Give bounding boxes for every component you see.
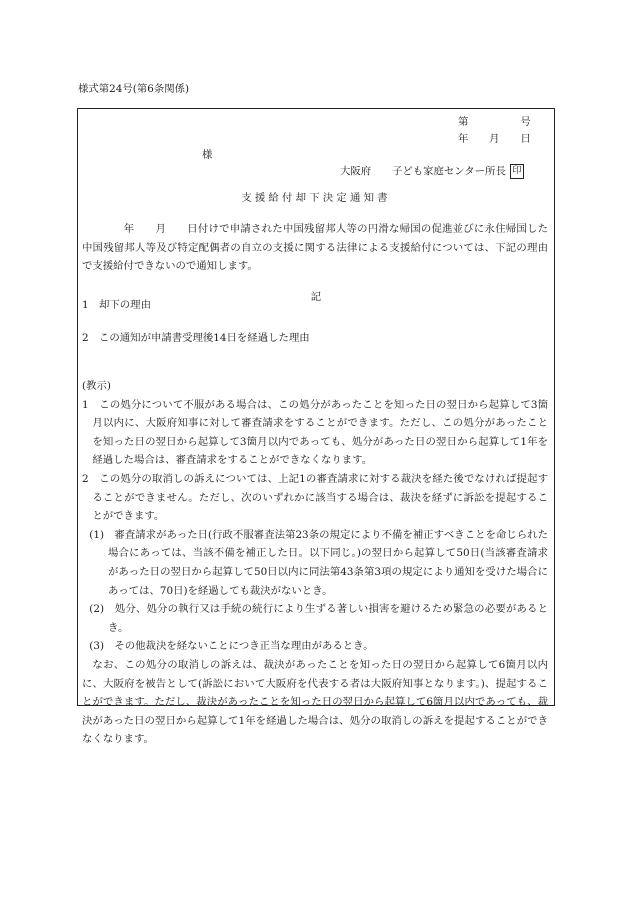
item-delay-reason: 2 この通知が申請書受理後14日を経過した理由 — [82, 332, 310, 344]
instruction-heading: (教示) — [82, 380, 111, 392]
document-title: 支援給付却下決定通知書 — [241, 192, 391, 204]
instruction-subitem-1: (1) 審査請求があった日(行政不服審査法第23条の規定により不備を補正すべきことを命じられた場合にあっては、当該不備を補正した日。以下同じ。)の翌日から起算して50日(当該審査請求があった日の翌日から起算して50日以内に同法第43条第3項の規定により通知を受けた場合にあっては、70日)を経過しても裁決がないとき。 — [89, 528, 548, 597]
instruction-subitem-2: (2) 処分、処分の執行又は手続の続行により生ずる著しい損害を避けるため緊急の必要があるとき。 — [89, 603, 548, 634]
recipient-suffix: 様 — [202, 149, 213, 161]
instruction-section — [82, 377, 548, 749]
number-label: 第 号 — [458, 116, 531, 128]
notice-frame — [77, 108, 555, 746]
form-number: 様式第24号(第6条関係) — [78, 83, 190, 95]
ki-label: 記 — [310, 291, 322, 303]
instruction-paragraph-2: 2 この処分の取消しの訴えについては、上記1の審査請求に対する裁決を経た後でなければ提起することができません。ただし、次のいずれかに該当する場合は、裁決を経ずに訴訟を提起することができます。 — [82, 472, 548, 523]
issuer-name: 大阪府 子ども家庭センター所長 — [340, 165, 506, 178]
seal-mark: 印 — [510, 164, 524, 179]
instruction-paragraph-1: 1 この処分について不服がある場合は、この処分があったことを知った日の翌日から起算して3箇月以内に、大阪府知事に対して審査請求をすることができます。ただし、この処分があったことを知った日の翌日から起算して3箇月以内であっても、処分があった日の翌日から起算して1年を経過した場合は、審査請求をすることができなくなります。 — [82, 398, 548, 467]
instruction-paragraph-3: なお、この処分の取消しの訴えは、裁決があったことを知った日の翌日から起算して6箇月以内に、大阪府を被告として(訴訟において大阪府を代表する者は大阪府知事となります。)、提起することができます。ただし、裁決があったことを知った日の翌日から起算して6箇月以内であっても、裁決があった日の翌日から起算して1年を経過した場合は、処分の取消しの訴えを提起することができなくなります。 — [82, 658, 548, 746]
instruction-subitem-3: (3) その他裁決を経ないことにつき正当な理由があるとき。 — [89, 640, 374, 653]
item-rejection-reason: 1 却下の理由 — [82, 299, 151, 311]
notice-body: 年 月 日付けで申請された中国残留邦人等の円滑な帰国の促進並びに永住帰国した中国残留邦人等及び特定配偶者の自立の支援に関する法律による支援給付については、下記の理由で支援給付できないので通知します。 — [82, 223, 548, 272]
issuer-line — [340, 164, 524, 180]
date-label: 年 月 日 — [458, 133, 531, 145]
